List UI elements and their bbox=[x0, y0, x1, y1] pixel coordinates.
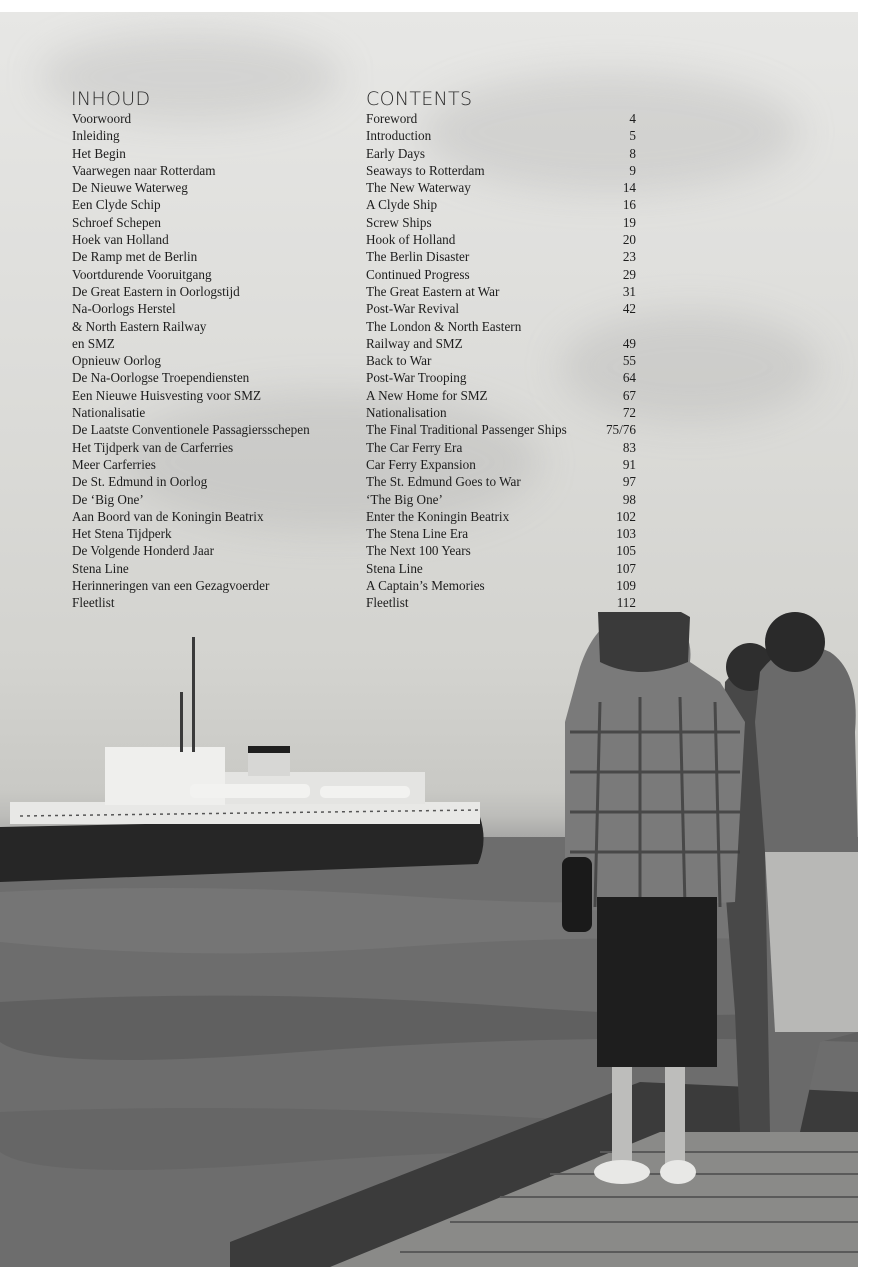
toc-page-number: 9 bbox=[629, 162, 636, 178]
toc-entry-title: Back to War bbox=[366, 353, 432, 369]
toc-entry-english bbox=[366, 162, 636, 179]
toc-entry-english bbox=[366, 196, 636, 213]
toc-entry-title: Post-War Trooping bbox=[366, 370, 467, 386]
toc-entry-title: Stena Line bbox=[366, 560, 423, 576]
toc-entry-title: The Stena Line Era bbox=[366, 526, 469, 542]
toc-entry-title: Enter the Koningin Beatrix bbox=[366, 508, 510, 524]
toc-page-number: 102 bbox=[616, 508, 636, 524]
toc-entry-title: The London & North Eastern bbox=[366, 318, 522, 334]
toc-page-number: 107 bbox=[616, 560, 636, 576]
toc-entry-title: The Great Eastern at War bbox=[366, 283, 500, 299]
toc-page-number: 64 bbox=[622, 370, 636, 386]
toc-entry-english bbox=[366, 283, 636, 300]
toc-entry-dutch: De St. Edmund in Oorlog bbox=[72, 474, 208, 490]
toc-entry-english bbox=[366, 473, 636, 490]
toc-entry-english bbox=[366, 127, 636, 144]
toc-page-number: 31 bbox=[622, 283, 636, 299]
toc-entry-dutch: De Great Eastern in Oorlogstijd bbox=[72, 283, 240, 299]
toc-entry-dutch: Meer Carferries bbox=[72, 456, 156, 472]
toc-page-number: 109 bbox=[616, 578, 636, 594]
toc-entry-dutch: De ‘Big One’ bbox=[72, 491, 144, 507]
toc-list-english bbox=[366, 110, 636, 612]
toc-page-number: 29 bbox=[622, 266, 636, 282]
toc-page-number: 8 bbox=[629, 145, 636, 161]
toc-entry-english bbox=[366, 594, 636, 611]
toc-entry-dutch: Opnieuw Oorlog bbox=[72, 353, 162, 369]
contents-page bbox=[0, 12, 858, 1267]
toc-entry-title: The St. Edmund Goes to War bbox=[366, 474, 521, 490]
toc-entry-title: The Berlin Disaster bbox=[366, 249, 470, 265]
toc-entry-title: A Captain’s Memories bbox=[366, 578, 485, 594]
toc-entry-english bbox=[366, 439, 636, 456]
toc-entry-english bbox=[366, 542, 636, 559]
toc-page-number: 105 bbox=[616, 543, 636, 559]
toc-page-number: 49 bbox=[622, 335, 636, 351]
toc-entry-english bbox=[366, 508, 636, 525]
toc-page-number: 83 bbox=[622, 439, 636, 455]
toc-entry-title: ‘The Big One’ bbox=[366, 491, 443, 507]
toc-entry-english bbox=[366, 387, 636, 404]
toc-entry-dutch: De Ramp met de Berlin bbox=[72, 249, 198, 265]
toc-entry-dutch: Het Begin bbox=[72, 145, 126, 161]
toc-entry-english bbox=[366, 214, 636, 231]
toc-entry-english bbox=[366, 110, 636, 127]
toc-entry-title: Seaways to Rotterdam bbox=[366, 162, 485, 178]
toc-entry-english bbox=[366, 404, 636, 421]
toc-entry-dutch: Inleiding bbox=[72, 128, 120, 144]
toc-entry-english bbox=[366, 248, 636, 265]
toc-page-number: 4 bbox=[629, 111, 636, 126]
toc-list-dutch bbox=[72, 110, 362, 612]
toc-entry-dutch: De Nieuwe Waterweg bbox=[72, 180, 188, 196]
toc-entry-english bbox=[366, 491, 636, 508]
toc-page-number: 67 bbox=[622, 387, 636, 403]
toc-entry-title: Nationalisation bbox=[366, 405, 447, 421]
toc-entry-title: The Next 100 Years bbox=[366, 543, 471, 559]
toc-entry-english bbox=[366, 318, 636, 353]
contents-heading-english: CONTENTS bbox=[366, 88, 473, 110]
toc-entry-title: Introduction bbox=[366, 128, 432, 144]
toc-entry-dutch: Vaarwegen naar Rotterdam bbox=[72, 162, 216, 178]
toc-entry-title: Post-War Revival bbox=[366, 301, 460, 317]
harbour-photo bbox=[0, 612, 858, 1267]
toc-page-number: 97 bbox=[622, 474, 636, 490]
toc-entry-title: Foreword bbox=[366, 111, 418, 126]
toc-page-number: 98 bbox=[622, 491, 636, 507]
toc-entry-english bbox=[366, 266, 636, 283]
toc-entry-title: A New Home for SMZ bbox=[366, 387, 488, 403]
toc-entry-dutch: en SMZ bbox=[72, 335, 115, 351]
toc-entry-dutch: Voorwoord bbox=[72, 111, 132, 126]
toc-page-number: 91 bbox=[622, 456, 636, 472]
toc-entry-dutch: Fleetlist bbox=[72, 595, 115, 611]
toc-page-number: 19 bbox=[622, 214, 636, 230]
toc-entry-dutch: Stena Line bbox=[72, 560, 129, 576]
toc-page-number: 112 bbox=[616, 595, 636, 611]
toc-entry-title: Car Ferry Expansion bbox=[366, 456, 476, 472]
ferry-ship bbox=[0, 637, 484, 882]
toc-page-number: 72 bbox=[622, 405, 636, 421]
toc-page-number: 103 bbox=[616, 526, 636, 542]
toc-entry-title: Screw Ships bbox=[366, 214, 432, 230]
toc-entry-title: Hook of Holland bbox=[366, 232, 456, 248]
toc-entry-dutch: Schroef Schepen bbox=[72, 214, 161, 230]
toc-entry-english bbox=[366, 179, 636, 196]
toc-page-number: 23 bbox=[622, 249, 636, 265]
toc-entry-title: The Final Traditional Passenger Ships bbox=[366, 422, 567, 438]
toc-page-number: 5 bbox=[629, 128, 636, 144]
toc-page-number: 75/76 bbox=[605, 422, 636, 438]
toc-entry-english bbox=[366, 369, 636, 386]
toc-entry-dutch: Hoek van Holland bbox=[72, 232, 169, 248]
toc-entry-dutch: Het Stena Tijdperk bbox=[72, 526, 172, 542]
toc-entry-title: The New Waterway bbox=[366, 180, 471, 196]
toc-entry-english bbox=[366, 352, 636, 369]
toc-entry-dutch: Aan Boord van de Koningin Beatrix bbox=[72, 508, 264, 524]
toc-page-number: 14 bbox=[622, 180, 636, 196]
toc-entry-title-continued: Railway and SMZ bbox=[366, 335, 463, 351]
toc-entry-english bbox=[366, 525, 636, 542]
toc-entry-english bbox=[366, 421, 636, 438]
toc-entry-title: Fleetlist bbox=[366, 595, 409, 611]
contents-heading-dutch: INHOUD bbox=[71, 88, 151, 110]
toc-entry-dutch: De Na-Oorlogse Troependiensten bbox=[72, 370, 250, 386]
toc-entry-dutch: Het Tijdperk van de Carferries bbox=[72, 439, 234, 455]
toc-entry-english bbox=[366, 145, 636, 162]
toc-page-number: 55 bbox=[622, 353, 636, 369]
toc-entry-dutch: De Laatste Conventionele Passagiersschepen bbox=[72, 422, 310, 438]
toc-entry-dutch: Een Nieuwe Huisvesting voor SMZ bbox=[72, 387, 261, 403]
toc-entry-english bbox=[366, 300, 636, 317]
toc-entry-dutch: Voortdurende Vooruitgang bbox=[72, 266, 212, 282]
toc-entry-dutch: De Volgende Honderd Jaar bbox=[72, 543, 214, 559]
toc-entry-title: A Clyde Ship bbox=[366, 197, 438, 213]
toc-page-number: 16 bbox=[622, 197, 636, 213]
toc-entry-english bbox=[366, 577, 636, 594]
toc-entry-title: Continued Progress bbox=[366, 266, 470, 282]
toc-page-number: 20 bbox=[622, 232, 636, 248]
toc-entry-dutch: Nationalisatie bbox=[72, 405, 146, 421]
toc-entry-dutch: Een Clyde Schip bbox=[72, 197, 161, 213]
toc-entry-title: The Car Ferry Era bbox=[366, 439, 463, 455]
toc-entry-english bbox=[366, 456, 636, 473]
toc-entry-dutch: & North Eastern Railway bbox=[72, 318, 207, 334]
toc-entry-dutch: Herinneringen van een Gezagvoerder bbox=[72, 578, 270, 594]
toc-entry-english bbox=[366, 231, 636, 248]
toc-page-number: 42 bbox=[622, 301, 636, 317]
toc-entry-english bbox=[366, 560, 636, 577]
toc-entry-title: Early Days bbox=[366, 145, 425, 161]
toc-entry-dutch: Na-Oorlogs Herstel bbox=[72, 301, 176, 317]
